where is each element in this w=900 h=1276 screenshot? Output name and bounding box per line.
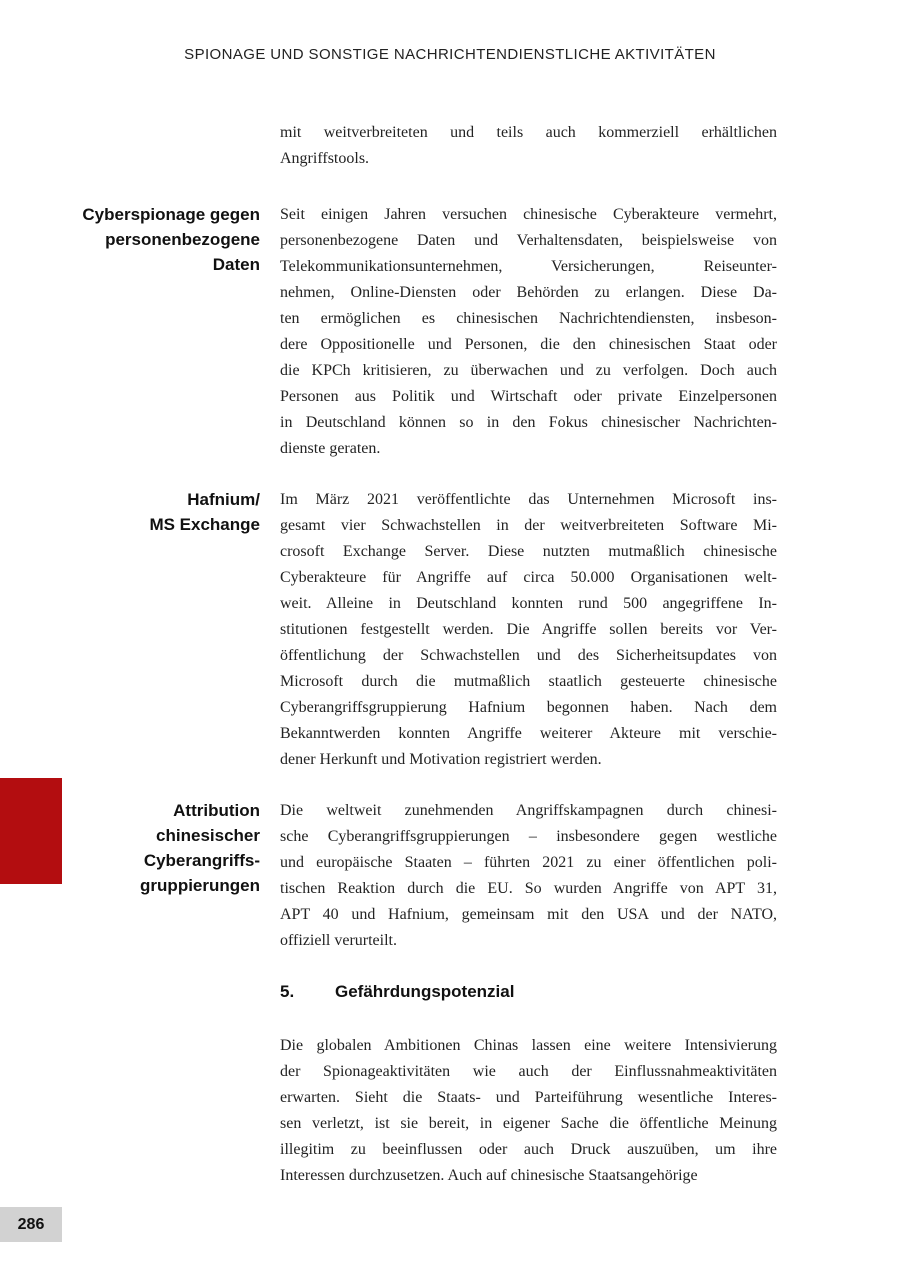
text-line: sen verletzt, ist sie bereit, in eigener Sache die öffentliche Meinung <box>280 1115 777 1132</box>
section-row <box>70 487 777 773</box>
page-number: 286 <box>17 1215 45 1233</box>
text-line: nehmen, Online-Diensten oder Behörden zu erlangen. Diese Da- <box>280 284 777 301</box>
chapter-accent-bar <box>0 778 62 884</box>
label-line: Daten <box>212 255 260 274</box>
text-line: gesamt vier Schwachstellen in der weitverbreiteten Software Mi- <box>280 517 777 534</box>
text-line: personenbezogene Daten und Verhaltensdaten, beispielsweise von <box>280 232 777 249</box>
page-number-badge <box>0 1207 62 1242</box>
section-row <box>70 120 777 172</box>
body-paragraph <box>280 487 777 773</box>
section-heading <box>280 979 777 1004</box>
text-line: Cyberakteure für Angriffe auf circa 50.000 Organisationen welt- <box>280 569 777 586</box>
text-line: Telekommunikationsunternehmen, Versicherungen, Reiseunter- <box>280 258 777 275</box>
text-line: dener Herkunft und Motivation registriert werden. <box>280 751 602 768</box>
text-line: mit weitverbreiteten und teils auch kommerziell erhältlichen <box>280 124 777 141</box>
running-header: SPIONAGE UND SONSTIGE NACHRICHTENDIENSTLICHE AKTIVITÄTEN <box>184 46 716 63</box>
label-line: Cyberspionage gegen <box>82 205 260 224</box>
label-line: gruppierungen <box>140 876 260 895</box>
text-line: illegitim zu beeinflussen oder auch Druck auszuüben, um ihre <box>280 1141 777 1158</box>
text-line: sche Cyberangriffsgruppierungen – insbesondere gegen westliche <box>280 828 777 845</box>
text-line: Cyberangriffsgruppierung Hafnium begonnen haben. Nach dem <box>280 699 777 716</box>
margin-label <box>70 202 260 462</box>
labeled-sections <box>70 120 777 954</box>
text-line: Personen aus Politik und Wirtschaft oder private Einzelpersonen <box>280 388 777 405</box>
text-line: Interessen durchzusetzen. Auch auf chinesische Staatsangehörige <box>280 1167 698 1184</box>
page-content <box>70 120 777 1189</box>
label-line: MS Exchange <box>149 515 260 534</box>
label-line: personenbezogene <box>105 230 260 249</box>
text-line: Seit einigen Jahren versuchen chinesische Cyberakteure vermehrt, <box>280 206 777 223</box>
label-line: Attribution <box>173 801 260 820</box>
label-line: Cyberangriffs- <box>143 851 260 870</box>
section-title: Gefährdungspotenzial <box>335 982 515 1001</box>
body-paragraph <box>280 120 777 172</box>
text-line: APT 40 und Hafnium, gemeinsam mit den USA und der NATO, <box>280 906 777 923</box>
margin-label <box>70 120 260 172</box>
text-line: und europäische Staaten – führten 2021 zu einer öffentlichen poli- <box>280 854 777 871</box>
text-line: dienste geraten. <box>280 440 381 457</box>
closing-paragraph <box>280 1033 777 1189</box>
text-line: tischen Reaktion durch die EU. So wurden Angriffe von APT 31, <box>280 880 777 897</box>
body-paragraph <box>280 798 777 954</box>
margin-label <box>70 487 260 773</box>
text-line: erwarten. Sieht die Staats- und Parteiführung wesentliche Interes- <box>280 1089 777 1106</box>
label-line: Hafnium/ <box>187 490 260 509</box>
text-line: weit. Alleine in Deutschland konnten rund 500 angegriffene In- <box>280 595 777 612</box>
text-line: der Spionageaktivitäten wie auch der Einflussnahmeaktivitäten <box>280 1063 777 1080</box>
text-line: öffentlichung der Schwachstellen und des Sicherheitsupdates von <box>280 647 777 664</box>
text-line: crosoft Exchange Server. Diese nutzten mutmaßlich chinesische <box>280 543 777 560</box>
text-line: dere Oppositionelle und Personen, die den chinesischen Staat oder <box>280 336 777 353</box>
label-line: chinesischer <box>156 826 260 845</box>
body-paragraph <box>280 202 777 462</box>
text-line: in Deutschland können so in den Fokus chinesischer Nachrichten- <box>280 414 777 431</box>
section-row <box>70 798 777 954</box>
text-line: offiziell verurteilt. <box>280 932 397 949</box>
text-line: Im März 2021 veröffentlichte das Unternehmen Microsoft ins- <box>280 491 777 508</box>
text-line: Bekanntwerden konnten Angriffe weiterer Akteure mit verschie- <box>280 725 777 742</box>
text-line: ten ermöglichen es chinesischen Nachrichtendiensten, insbeson- <box>280 310 777 327</box>
section-number: 5. <box>280 982 295 1001</box>
section-row <box>70 202 777 462</box>
text-line: Angriffstools. <box>280 150 370 167</box>
text-line: die KPCh kritisieren, zu überwachen und zu verfolgen. Doch auch <box>280 362 777 379</box>
text-line: Microsoft durch die mutmaßlich staatlich gesteuerte chinesische <box>280 673 777 690</box>
text-line: stitutionen festgestellt werden. Die Angriffe sollen bereits vor Ver- <box>280 621 777 638</box>
text-line: Die weltweit zunehmenden Angriffskampagnen durch chinesi- <box>280 802 777 819</box>
margin-label <box>70 798 260 954</box>
text-line: Die globalen Ambitionen Chinas lassen eine weitere Intensivierung <box>280 1037 777 1054</box>
